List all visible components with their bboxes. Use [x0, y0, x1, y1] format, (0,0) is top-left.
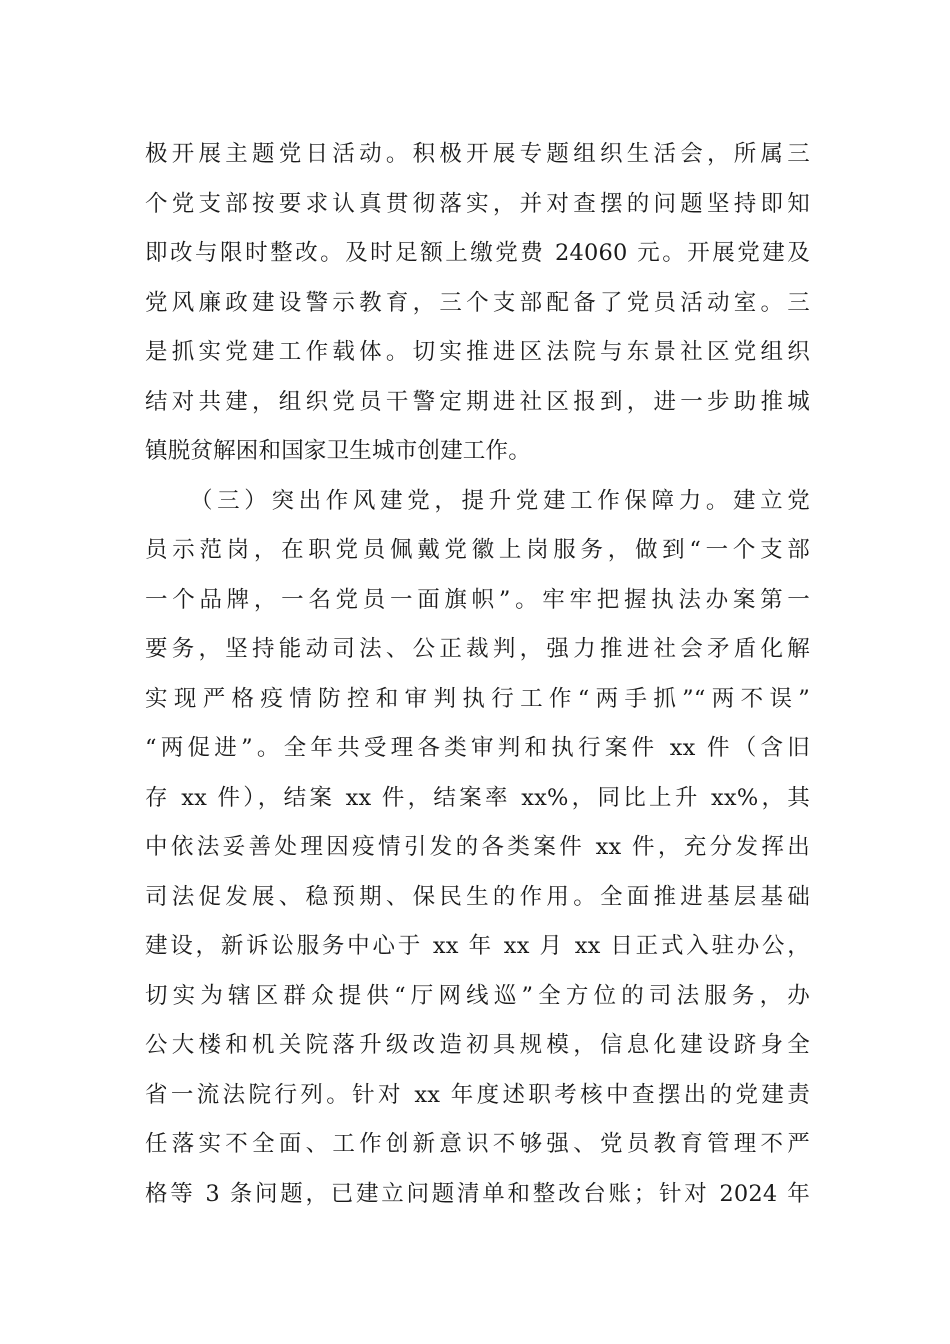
text-line: 结对共建，组织党员干警定期进社区报到，进一步助推城 — [145, 388, 810, 415]
section-heading-line: （三）突出作风建党，提升党建工作保障力。建立党 — [190, 487, 810, 514]
text-line: 存 xx 件），结案 xx 件，结案率 xx%，同比上升 xx%，其 — [145, 784, 810, 811]
text-line: 一个品牌，一名党员一面旗帜”。牢牢把握执法办案第一 — [145, 586, 810, 613]
text-line: 即改与限时整改。及时足额上缴党费 24060 元。开展党建及 — [145, 240, 810, 266]
text-line: 员示范岗，在职党员佩戴党徽上岗服务，做到“一个支部 — [145, 537, 810, 563]
text-line: 中依法妥善处理因疫情引发的各类案件 xx 件，充分发挥出 — [145, 834, 810, 860]
text-line: 要务，坚持能动司法、公正裁判，强力推进社会矛盾化解 — [145, 636, 810, 662]
body-text — [145, 130, 810, 1219]
text-line: 是抓实党建工作载体。切实推进区法院与东景社区党组织 — [145, 339, 810, 365]
text-line: 司法促发展、稳预期、保民生的作用。全面推进基层基础 — [145, 883, 810, 910]
text-line: 建设，新诉讼服务中心于 xx 年 xx 月 xx 日正式入驻办公， — [145, 933, 810, 959]
text-line: 极开展主题党日活动。积极开展专题组织生活会，所属三 — [145, 141, 810, 167]
text-line: 公大楼和机关院落升级改造初具规模，信息化建设跻身全 — [145, 1032, 810, 1058]
text-line: “两促进”。全年共受理各类审判和执行案件 xx 件（含旧 — [145, 735, 810, 761]
text-line: 任落实不全面、工作创新意识不够强、党员教育管理不严 — [145, 1131, 810, 1157]
text-line: 党风廉政建设警示教育，三个支部配备了党员活动室。三 — [145, 289, 810, 316]
text-line: 镇脱贫解困和国家卫生城市创建工作。 — [145, 438, 531, 464]
text-line: 切实为辖区群众提供“厅网线巡”全方位的司法服务，办 — [145, 982, 810, 1009]
text-line: 格等 3 条问题，已建立问题清单和整改台账；针对 2024 年 — [145, 1180, 810, 1207]
text-line: 省一流法院行列。针对 xx 年度述职考核中查摆出的党建责 — [145, 1081, 810, 1108]
text-line: 实现严格疫情防控和审判执行工作“两手抓”“两不误” — [145, 685, 810, 712]
text-line: 个党支部按要求认真贯彻落实，并对查摆的问题坚持即知 — [145, 190, 810, 217]
